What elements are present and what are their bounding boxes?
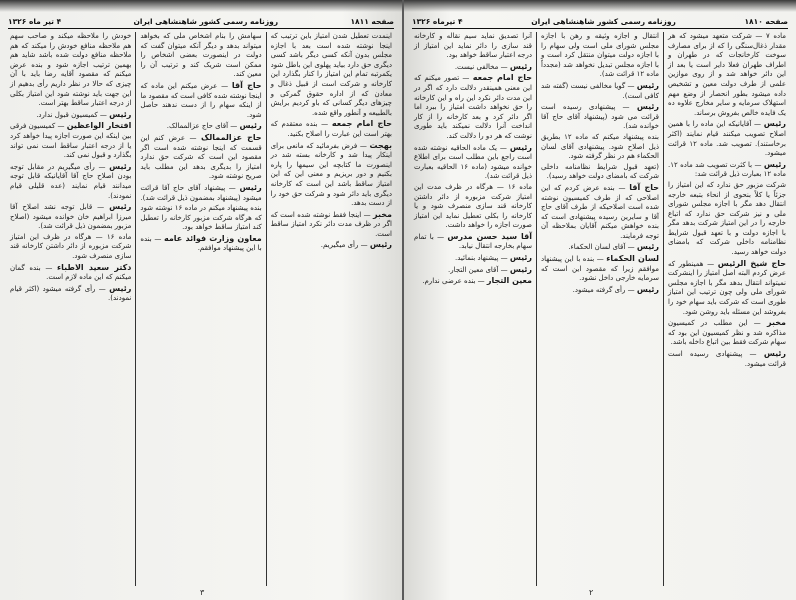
paragraph-text: — گویا مخالفی نیست (گفته شد کافی است).	[541, 81, 659, 100]
text-column	[663, 32, 790, 586]
footer-page-number: ۲	[589, 588, 594, 597]
paragraph-text: — بنده عرضی ندارم.	[422, 277, 485, 286]
paragraph-text: (تعهد قبول شرایط نظامنامه داخلی شرکت که بامضای دولت خواهد رسید).	[541, 162, 659, 181]
paragraph-text: ماده ۱۶ — هرگاه در ظرف مدت این امتیاز شرکت مزبوره از دائر داشتن کارخانه قند سازی منصرف شود و یا کارخانه را بکلی تعطیل نماید این امتیاز صورت اجازه را خواهد داشت.	[414, 182, 532, 230]
paragraph	[140, 121, 261, 132]
speaker-name: معین التجار	[486, 276, 532, 286]
speaker-name: رئیس	[636, 80, 659, 90]
speaker-name: رئیس	[636, 284, 659, 294]
speaker-name: بهجت	[369, 140, 392, 150]
paragraph	[541, 242, 659, 253]
issue-date: ۴ تیرماه ۱۳۲۶	[412, 16, 463, 26]
speaker-name: رئیس	[239, 182, 262, 192]
paragraph-text: — رأی میگیریم در مقابل توجه بودن اصلاح حاج آقا آقایانیکه قابل توجه میدانند قیام نمایند (عده قلیلی قیام نمودند).	[10, 162, 132, 200]
paragraph-text: — عرض میکنم این ماده که اینجا نوشته شده کافی است که مقصود ما از اینکه سهام را از دست ندهند حاصل شود.	[140, 81, 262, 119]
paragraph	[10, 233, 131, 262]
paragraph-text: — بنده با این پیشنهاد موافقم.	[140, 234, 262, 253]
paragraph	[10, 121, 131, 160]
paragraph	[541, 133, 659, 162]
page-header	[412, 14, 788, 29]
paragraph	[414, 73, 532, 141]
speaker-name: آقا سید حسن مدرس	[447, 231, 532, 241]
columns	[410, 32, 790, 586]
speaker-name: رئیس	[763, 349, 786, 358]
paragraph	[414, 183, 532, 231]
paragraph-text: — با تمام سهام بخارجه انتقال نیابد.	[414, 232, 532, 251]
paragraph	[140, 81, 261, 120]
paragraph-text: — آقای معین التجار.	[447, 265, 508, 274]
speaker-name: رئیس	[763, 119, 786, 129]
newspaper-title: روزنامه رسمی کشور شاهنشاهی ایران	[531, 16, 676, 26]
paragraph-text: — تصور میکنم که این معنی همینقدر دلالت دارد که اگر در این مدت دائر نکرد این راه و این کارخانه را حق نخواهد داشت امتیاز را ببرد اما اگر دائر کرد و بعد کارخانه را از کار انداخت آنرا دلالت نمیکند باید طوری نوشت که هر دو را دلالت کند.	[414, 74, 532, 140]
speaker-name: حاج آقا	[231, 80, 262, 90]
scan-shadow	[404, 0, 796, 12]
paragraph	[668, 160, 786, 180]
speaker-name: رئیس	[109, 109, 132, 119]
speaker-name: حاج آقا	[629, 182, 660, 192]
text-column	[536, 32, 663, 586]
paragraph-text: — پیشنهاد آقای حاج آقا قرائت میشود (پیشنهاد بمضمون ذیل قرائت شد).	[140, 183, 262, 202]
paragraph-text: — مخالفی نیست.	[454, 62, 508, 71]
paragraph-text: ماده ۷ — شرکت متعهد میشود که هر مقدار ذغال‌سنگی را که از برای مصارف سوخت کارخانجات که در طهران و اطراف طهران فعلا دایر است یا بعد از این دائر خواهد شد و از روی موازین علمی از طرف دولت معین و تشخیص داده میشود بطور انحصار از وضع مهم استهلاک سرمایه و سایر مخارج علاوه ده یک فایده خالص بفروش برساند.	[668, 32, 786, 117]
paragraph	[10, 263, 131, 283]
paragraph	[140, 133, 261, 182]
text-column	[6, 32, 135, 586]
paragraph-text: — کمیسیون فرقی بین اینکه این صورت اجازه پیدا خواهد کرد یا از درجه اعتبار ساقط است نمی تواند بگذارد و قبول نمی کند.	[10, 122, 132, 160]
paragraph-text: — قابل توجه نشد اصلاح آقا میرزا ابراهیم خان خوانده میشود (اصلاح مزبور بمضمون ذیل قرائت شد).	[10, 203, 132, 231]
speaker-name: مخبر	[373, 209, 392, 219]
paragraph	[414, 143, 532, 182]
paragraph	[271, 240, 392, 251]
speaker-name: رئیس	[239, 121, 262, 131]
paragraph	[414, 265, 532, 276]
paragraph-text: شرکت مزبور حق ندارد که این امتیاز را جزئاً یا کلاً بنحوی از انحاء بتبعه خارجه انتقال دهد مگر با اجازه مجلس شورای ملی و نیز شرکت حق ندارد که اتباع خارجه را در این امتیاز شرکت بدهد مگر با اجازه دولت و با تعهد قبول شرایط نظامنامه داخلی شرکت که بامضای دولت خواهد رسید.	[668, 180, 786, 257]
paragraph-text: — آقای لسان الحکماء.	[568, 243, 635, 252]
speaker-name: حاج عزالممالک	[201, 132, 262, 142]
paragraph	[668, 349, 786, 369]
speaker-name: رئیس	[509, 253, 532, 263]
speaker-name: حاج امام جمعه	[331, 119, 392, 129]
paragraph	[140, 183, 261, 203]
paragraph-text: — رأی گرفته میشود (اکثر قیام نمودند).	[10, 284, 132, 303]
paragraph	[271, 141, 392, 209]
paragraph-text: — آقایانیکه این ماده را با همین اصلاح تصویب میکنند قیام نمایند (اکثر برخاستند). تصویب شد. ماده ۱۲ قرائت میشود.	[668, 120, 787, 158]
paragraph	[541, 254, 659, 284]
speaker-name: رئیس	[509, 264, 532, 274]
speaker-name: رئیس	[109, 202, 132, 212]
paragraph	[10, 202, 131, 232]
page-number: صفحه ۱۸۱۰	[744, 16, 788, 26]
paragraph	[414, 32, 532, 61]
speaker-name: رئیس	[636, 242, 659, 252]
paragraph-text: — این مطلب در کمیسیون مذاکره شد و نظر کمیسیون این بود که سهام شرکت فقط بین اتباع داخله باشد.	[668, 319, 786, 347]
paragraph-text: — پیشنهاد بنمائید.	[455, 254, 508, 263]
paragraph-text: — عرض کنم این قسمت که اینجا نوشته شده است اگر مقصود این است که شرکت حق ندارد امتیاز را بدیگری بدهد این مطلب باید صریح نوشته شود.	[140, 133, 262, 181]
paragraph-text: — کمیسیون قبول ندارد.	[36, 110, 107, 119]
paragraph	[668, 259, 786, 318]
paragraph	[414, 62, 532, 73]
paragraph	[541, 183, 659, 242]
paragraph-text: انتقال و اجازه وثیقه و رهن با اجازه مجلس شورای ملی است ولی سهام را با اجازه دولت میتوان منتقل کرد است و با اجازه مجلس تبدیل نخواهد شد (مجدداً ماده ۱۲ قرائت شد).	[541, 32, 659, 79]
issue-date: ۴ تیر ماه ۱۳۲۶	[8, 16, 62, 26]
scan-shadow	[0, 0, 402, 12]
paragraph	[668, 32, 786, 118]
paragraph	[271, 210, 392, 240]
text-column	[266, 32, 396, 586]
paragraph	[10, 162, 131, 201]
paragraph-text: — رأی میگیریم.	[320, 241, 368, 250]
paragraph	[541, 32, 659, 80]
paragraph-text: بنده پیشنهاد میکنم که ماده ۱۲ بطریق ذیل اصلاح شود. پیشنهادی آقای لسان الحکماء هم در نظر گرفته شود.	[541, 132, 659, 161]
paragraph	[541, 285, 659, 296]
paragraph-text: — با کثرت تصویب شد ماده ۱۲. ماده ۱۲ بعبارت ذیل قرائت شد:	[668, 160, 786, 179]
speaker-name: دکتر سعید الاطباء	[57, 262, 132, 272]
paragraph	[140, 204, 261, 233]
paragraph-text: ماده ۱۶ — هرگاه در ظرف این امتیاز شرکت مزبوره از دائر داشتن کارخانه قند سازی منصرف شود.	[10, 232, 132, 261]
paragraph-text: اینمدت تعطیل شدن امتیاز باین ترتیب که اینجا نوشته شده است بعد با اجازه مجلس بدون آنکه کسی دیگر باشد کسی دیگری حق دارد بیاید پهلوی این باطل شود یکمرتبه تمام این امتیاز را کنار بگذارد این کارخانه و شرکت است از قبیل ذغال و معادن که از اداره حقوق گمرکی و چیزهای دیگر کسانی که باو کردیم برایش بالطبیعه و آنطور واقع شده.	[270, 32, 392, 117]
paragraph	[140, 234, 261, 254]
paragraph	[541, 102, 659, 132]
newspaper-title: روزنامه رسمی کشور شاهنشاهی ایران	[133, 16, 279, 26]
speaker-name: رئیس	[109, 161, 132, 171]
speaker-name: معاون وزارت فوائد عامه	[164, 233, 262, 243]
paragraph	[414, 232, 532, 252]
speaker-name: افتخار الواعظین	[66, 121, 132, 131]
footer-page-number: ۳	[200, 588, 205, 597]
speaker-name: رئیس	[509, 61, 532, 71]
paragraph-text: — آقای حاج عزالممالک.	[166, 122, 238, 131]
speaker-name: رئیس	[369, 240, 392, 250]
paragraph	[541, 81, 659, 101]
text-column	[410, 32, 536, 586]
paragraph-text: — بنده با این پیشنهاد موافقم زیرا که مقصود این است که سرمایه خارجی داخل نشود.	[541, 255, 659, 283]
paragraph-text: — پیشنهادی رسیده است قرائت می شود (پیشنهاد آقای حاج آقا خوانده شد).	[541, 103, 659, 131]
speaker-name: رئیس	[109, 283, 132, 293]
speaker-name: لسان الحکماء	[606, 254, 659, 264]
paragraph-text: — اینجا فقط نوشته شده است که اگر در ظرف مدت دائر نکرد امتیاز ساقط است.	[270, 210, 392, 238]
text-column	[135, 32, 265, 586]
paragraph	[271, 32, 392, 118]
paragraph-text: خودش را ملاحظه میکند و صاحب سهم هم ملاحظه منافع خودش را میکند که هم ملاحظه منافع دولت شده باشد شاید هم بهمین ترتیب اجازه شود و بنده عرض میکنم که مقصود آقایه رضا باید با آن چیزی که حالا در نظر داریم رأی بدهیم از این جهت باید نوشته شود این امتیاز بکلی از درجه اعتبار ساقط بهتر است.	[10, 32, 132, 108]
paragraph	[414, 276, 532, 287]
paragraph-text: — بنده عرض کردم که این اصلاحی که از طرف کمیسیون نوشته شده است اصلاحیکه از طرف آقای حاج آقا و سایرین رسیده پیشنهادی است که بنده خواهش میکنم آقایان بملاحظه آن توجه فرمایند.	[541, 183, 659, 240]
paragraph	[668, 119, 786, 158]
paragraph-text: — همینطور که عرض کردم البته اصل امتیاز را اینشرکت نمیتواند انتقال بدهد مگر با اجازه مجلس شورای ملی ولی چون ترتیب این امتیاز طوری است که شرکت باید سهام خود را بفروشد این مسئله باید روشن شود.	[668, 259, 786, 316]
speaker-name: حاج امام جمعه	[472, 73, 532, 83]
paragraph-text: سهامش را بنام اشخاص ملی که بخواهد میتواند بدهد و دیگر آنکه میتوان گفت که دولت در اینصورت بعضی اشخاص را ممکن است شریک کند و ترتیب آن را معین کند.	[140, 32, 262, 79]
speaker-name: مخبر	[767, 318, 786, 328]
speaker-name: رئیس	[636, 102, 659, 112]
paragraph-text: — یک ماده الحاقیه نوشته شده است راجع باین مطلب است برای اطلاع خوانده میشود (ماده ۱۶ الحاقیه بعبارت ذیل قرائت شد).	[414, 143, 533, 181]
paragraph	[10, 110, 131, 121]
page-header	[8, 14, 394, 29]
paragraph-text: — بنده گمان میکنم که این ماده لازم است.	[10, 263, 132, 282]
paragraph-text: — بنده معتقدم که بهتر است این عبارت را اصلاح بکنید.	[270, 120, 392, 138]
paragraph-text: آنرا تصدیق نماید سیم نقاله و کارخانه قند سازی را دائر نماید این امتیاز از درجه اعتبار ساقط خواهد بود.	[414, 32, 532, 60]
columns	[6, 32, 396, 586]
page-number: صفحه ۱۸۱۱	[350, 16, 394, 26]
speaker-name: حاج شیخ الرئیس	[717, 258, 786, 268]
newspaper-page-right	[404, 0, 796, 600]
paragraph	[668, 318, 786, 348]
paragraph	[668, 181, 786, 258]
paragraph	[10, 32, 131, 109]
speaker-name: رئیس	[509, 142, 532, 152]
paragraph-text: — پیشنهادی رسیده است قرائت میشود.	[668, 350, 786, 368]
paragraph-text: — فرض بفرمائید که مانعی برای اینکار پیدا شد و کارخانه بسته شد در اینصورت ما کتابچه این سیمها را پاره بکنیم و دور بریزیم و معنی این که این امتیاز ساقط باشد این است که کارخانه دیگری باید دائر شود و شرکت حق خود را از دست بدهد.	[270, 141, 392, 208]
paragraph	[140, 32, 261, 80]
paragraph	[541, 163, 659, 182]
paragraph	[10, 284, 131, 304]
paragraph-text: بنده پیشنهاد میکنم در ماده ۱۶ نوشته شود که هرگاه شرکت مزبور کارخانه را تعطیل کند امتیاز ساقط خواهد بود.	[140, 204, 262, 232]
speaker-name: رئیس	[763, 159, 786, 169]
paragraph-text: — رأی گرفته میشود.	[572, 285, 635, 294]
paragraph	[414, 253, 532, 264]
paragraph	[271, 119, 392, 139]
